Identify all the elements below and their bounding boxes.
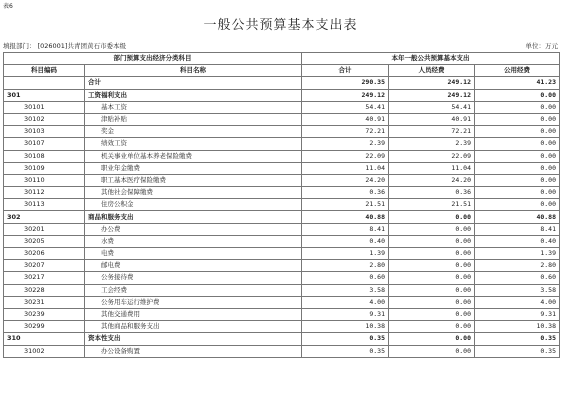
row-personnel: 249.12 xyxy=(389,89,475,101)
header-public: 公用经费 xyxy=(475,65,560,77)
row-personnel: 0.00 xyxy=(389,333,475,345)
row-personnel: 21.51 xyxy=(389,199,475,211)
row-name: 商品和服务支出 xyxy=(85,211,302,223)
currency-unit: 单位：万元 xyxy=(525,42,558,50)
row-code: 31002 xyxy=(4,345,85,357)
row-public: 0.00 xyxy=(475,126,560,138)
row-total: 9.31 xyxy=(302,308,389,320)
row-total: 0.36 xyxy=(302,187,389,199)
row-total: 0.60 xyxy=(302,272,389,284)
table-row xyxy=(4,126,560,138)
reporting-unit: 填报部门： [026001]共青团黄石市委本级 xyxy=(3,42,126,50)
header-name: 科目名称 xyxy=(85,65,302,77)
row-code: 30217 xyxy=(4,272,85,284)
table-row xyxy=(4,199,560,211)
row-total: 72.21 xyxy=(302,126,389,138)
table-row xyxy=(4,260,560,272)
row-code: 30299 xyxy=(4,321,85,333)
row-public: 8.41 xyxy=(475,223,560,235)
table-row xyxy=(4,248,560,260)
row-public: 0.00 xyxy=(475,101,560,113)
row-code: 310 xyxy=(4,333,85,345)
row-total: 11.04 xyxy=(302,162,389,174)
row-code: 30239 xyxy=(4,308,85,320)
row-public: 10.38 xyxy=(475,321,560,333)
row-name: 邮电费 xyxy=(85,260,302,272)
expenditure-table xyxy=(3,52,560,358)
row-total: 290.35 xyxy=(302,77,389,89)
row-code: 30102 xyxy=(4,113,85,125)
row-total: 40.88 xyxy=(302,211,389,223)
row-code: 30103 xyxy=(4,126,85,138)
row-public: 0.00 xyxy=(475,162,560,174)
row-total: 40.91 xyxy=(302,113,389,125)
row-total: 0.40 xyxy=(302,235,389,247)
row-personnel: 0.00 xyxy=(389,211,475,223)
row-name: 其他交通费用 xyxy=(85,308,302,320)
table-row xyxy=(4,308,560,320)
row-personnel: 0.00 xyxy=(389,308,475,320)
row-public: 0.35 xyxy=(475,345,560,357)
row-personnel: 40.91 xyxy=(389,113,475,125)
row-code: 30201 xyxy=(4,223,85,235)
row-code: 30231 xyxy=(4,296,85,308)
row-name: 住房公积金 xyxy=(85,199,302,211)
table-row xyxy=(4,333,560,345)
row-public: 41.23 xyxy=(475,77,560,89)
row-personnel: 72.21 xyxy=(389,126,475,138)
row-name: 其他社会保障缴费 xyxy=(85,187,302,199)
header-personnel: 人员经费 xyxy=(389,65,475,77)
header-code: 科目编码 xyxy=(4,65,85,77)
row-personnel: 0.00 xyxy=(389,235,475,247)
table-row xyxy=(4,284,560,296)
row-name: 合计 xyxy=(85,77,302,89)
row-public: 0.00 xyxy=(475,138,560,150)
row-total: 2.80 xyxy=(302,260,389,272)
row-personnel: 54.41 xyxy=(389,101,475,113)
row-total: 1.39 xyxy=(302,248,389,260)
table-row xyxy=(4,174,560,186)
row-public: 0.00 xyxy=(475,187,560,199)
row-total: 4.00 xyxy=(302,296,389,308)
table-tag: 表6 xyxy=(3,3,13,10)
row-public: 3.58 xyxy=(475,284,560,296)
row-personnel: 0.00 xyxy=(389,296,475,308)
row-personnel: 0.36 xyxy=(389,187,475,199)
row-public: 4.00 xyxy=(475,296,560,308)
row-personnel: 249.12 xyxy=(389,77,475,89)
table-row xyxy=(4,113,560,125)
table-row xyxy=(4,345,560,357)
row-name: 水费 xyxy=(85,235,302,247)
table-row xyxy=(4,223,560,235)
row-personnel: 0.00 xyxy=(389,260,475,272)
table-row xyxy=(4,235,560,247)
table-body xyxy=(4,77,560,357)
row-public: 0.00 xyxy=(475,89,560,101)
row-public: 0.60 xyxy=(475,272,560,284)
row-public: 0.40 xyxy=(475,235,560,247)
row-public: 0.00 xyxy=(475,174,560,186)
row-name: 职工基本医疗保险缴费 xyxy=(85,174,302,186)
row-code: 30107 xyxy=(4,138,85,150)
row-total: 22.09 xyxy=(302,150,389,162)
row-name: 工会经费 xyxy=(85,284,302,296)
row-code: 30101 xyxy=(4,101,85,113)
row-personnel: 0.00 xyxy=(389,321,475,333)
table-row xyxy=(4,187,560,199)
row-total: 21.51 xyxy=(302,199,389,211)
row-name: 机关事业单位基本养老保险缴费 xyxy=(85,150,302,162)
row-total: 0.35 xyxy=(302,333,389,345)
row-code: 30205 xyxy=(4,235,85,247)
row-name: 工资福利支出 xyxy=(85,89,302,101)
table-row xyxy=(4,77,560,89)
table-row xyxy=(4,211,560,223)
row-name: 资本性支出 xyxy=(85,333,302,345)
row-public: 0.35 xyxy=(475,333,560,345)
table-row xyxy=(4,162,560,174)
row-code: 30207 xyxy=(4,260,85,272)
row-total: 2.39 xyxy=(302,138,389,150)
row-total: 3.58 xyxy=(302,284,389,296)
row-code: 30206 xyxy=(4,248,85,260)
row-name: 电费 xyxy=(85,248,302,260)
row-code: 30110 xyxy=(4,174,85,186)
row-public: 2.80 xyxy=(475,260,560,272)
row-name: 津贴补贴 xyxy=(85,113,302,125)
row-name: 基本工资 xyxy=(85,101,302,113)
row-total: 54.41 xyxy=(302,101,389,113)
page-title: 一般公共预算基本支出表 xyxy=(203,18,358,33)
table-row xyxy=(4,272,560,284)
row-total: 10.38 xyxy=(302,321,389,333)
row-name: 公务用车运行维护费 xyxy=(85,296,302,308)
row-personnel: 22.09 xyxy=(389,150,475,162)
row-code: 301 xyxy=(4,89,85,101)
row-personnel: 0.00 xyxy=(389,223,475,235)
row-name: 办公费 xyxy=(85,223,302,235)
row-total: 24.20 xyxy=(302,174,389,186)
row-code: 30112 xyxy=(4,187,85,199)
row-name: 其他商品和服务支出 xyxy=(85,321,302,333)
row-personnel: 0.00 xyxy=(389,272,475,284)
row-public: 0.00 xyxy=(475,199,560,211)
row-name: 办公设备购置 xyxy=(85,345,302,357)
row-total: 249.12 xyxy=(302,89,389,101)
table-row xyxy=(4,89,560,101)
row-code: 30113 xyxy=(4,199,85,211)
row-code: 302 xyxy=(4,211,85,223)
row-personnel: 11.04 xyxy=(389,162,475,174)
row-name: 绩效工资 xyxy=(85,138,302,150)
row-name: 职业年金缴费 xyxy=(85,162,302,174)
header-total: 合计 xyxy=(302,65,389,77)
row-name: 奖金 xyxy=(85,126,302,138)
table-row xyxy=(4,150,560,162)
row-total: 8.41 xyxy=(302,223,389,235)
row-code xyxy=(4,77,85,89)
row-personnel: 0.00 xyxy=(389,284,475,296)
row-code: 30109 xyxy=(4,162,85,174)
header-group-left: 部门预算支出经济分类科目 xyxy=(4,53,302,65)
row-personnel: 2.39 xyxy=(389,138,475,150)
row-public: 40.88 xyxy=(475,211,560,223)
header-group-right: 本年一般公共预算基本支出 xyxy=(302,53,560,65)
row-personnel: 24.20 xyxy=(389,174,475,186)
row-public: 9.31 xyxy=(475,308,560,320)
row-code: 30228 xyxy=(4,284,85,296)
table-row xyxy=(4,138,560,150)
row-public: 0.00 xyxy=(475,113,560,125)
row-total: 0.35 xyxy=(302,345,389,357)
row-public: 0.00 xyxy=(475,150,560,162)
row-public: 1.39 xyxy=(475,248,560,260)
table-row xyxy=(4,321,560,333)
table-row xyxy=(4,101,560,113)
table-row xyxy=(4,296,560,308)
row-name: 公务接待费 xyxy=(85,272,302,284)
row-code: 30108 xyxy=(4,150,85,162)
row-personnel: 0.00 xyxy=(389,345,475,357)
row-personnel: 0.00 xyxy=(389,248,475,260)
